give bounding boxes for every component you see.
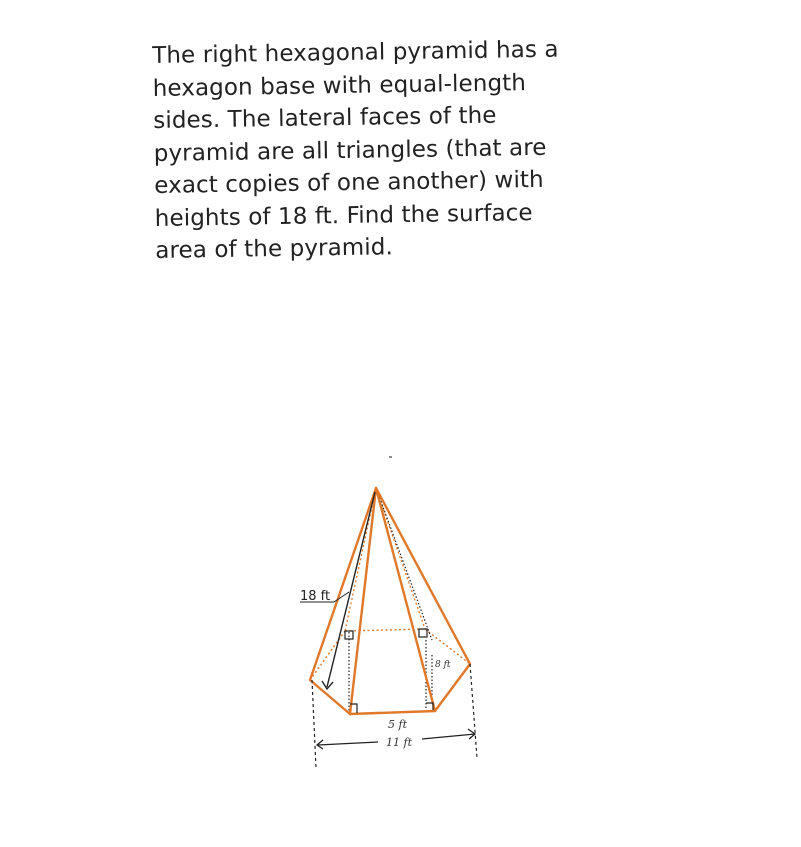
inner-dotted-lines [349,488,432,712]
base-edge-label: 5 ft [388,718,407,731]
problem-statement [152,33,576,267]
problem-line: pyramid are all triangles (that are [153,134,547,167]
inner-height-label: 8 ft [435,660,451,670]
problem-line: heights of 18 ft. Find the surface [154,199,533,232]
right-angle-markers [345,629,433,713]
problem-line: area of the pyramid. [155,234,394,264]
width-dimension-line [317,729,475,749]
front-base-edges [310,664,470,714]
width-guides [312,664,477,768]
front-lateral-edges [310,488,470,714]
width-label: 11 ft [386,736,412,749]
hidden-lateral-edges [345,488,470,664]
hidden-base-edges [310,629,470,680]
slant-height-label: 18 ft [300,589,331,604]
problem-line: hexagon base with equal-length [152,69,527,102]
slant-height-arrow [322,492,375,689]
problem-line: exact copies of one another) with [154,166,544,199]
problem-line: sides. The lateral faces of the [153,102,497,134]
slant-height-label-group [300,589,349,604]
problem-line: The right hexagonal pyramid has a [152,36,559,69]
